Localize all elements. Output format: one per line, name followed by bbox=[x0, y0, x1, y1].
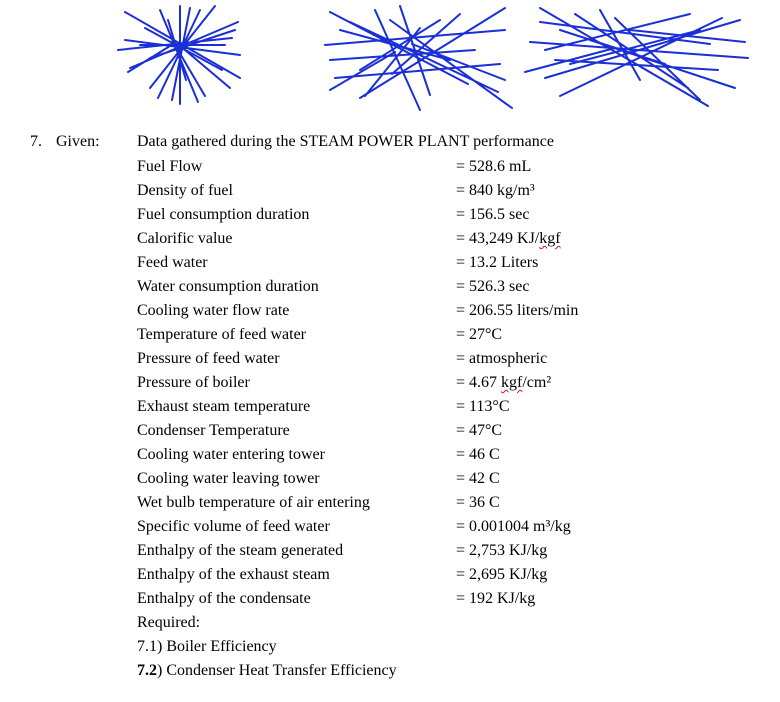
data-label: Cooling water flow rate bbox=[137, 302, 290, 319]
data-value: = 113°C bbox=[456, 398, 510, 415]
spellcheck-underline: kgf bbox=[539, 230, 561, 247]
data-label: Fuel consumption duration bbox=[137, 206, 310, 223]
data-value: = 0.001004 m³/kg bbox=[456, 518, 571, 535]
spellcheck-underline: kgf bbox=[501, 374, 523, 391]
data-row bbox=[137, 205, 737, 229]
data-row bbox=[137, 229, 737, 253]
data-value: = 46 C bbox=[456, 446, 500, 463]
data-label: Enthalpy of the condensate bbox=[137, 590, 311, 607]
data-label: Feed water bbox=[137, 254, 208, 271]
data-row bbox=[137, 469, 737, 493]
question-intro: Data gathered during the STEAM POWER PLANT performance bbox=[137, 133, 554, 150]
data-label: Fuel Flow bbox=[137, 158, 203, 175]
data-row bbox=[137, 517, 737, 541]
data-label: Cooling water leaving tower bbox=[137, 470, 320, 487]
given-label: Given: bbox=[56, 133, 100, 150]
data-label: Pressure of boiler bbox=[137, 374, 250, 391]
data-value: = 2,695 KJ/kg bbox=[456, 566, 548, 583]
data-value: = 13.2 Liters bbox=[456, 254, 539, 271]
given-data-list bbox=[137, 157, 737, 613]
question-number: 7. bbox=[30, 133, 42, 150]
data-value: = 2,753 KJ/kg bbox=[456, 542, 548, 559]
data-row bbox=[137, 373, 737, 397]
data-row bbox=[137, 277, 737, 301]
data-row bbox=[137, 181, 737, 205]
data-label: Condenser Temperature bbox=[137, 422, 290, 439]
data-value: = 43,249 KJ/kgf bbox=[456, 230, 561, 247]
data-row bbox=[137, 253, 737, 277]
data-value: = 526.3 sec bbox=[456, 278, 530, 295]
data-label: Enthalpy of the steam generated bbox=[137, 542, 344, 559]
data-row bbox=[137, 325, 737, 349]
data-label: Exhaust steam temperature bbox=[137, 398, 311, 415]
data-label: Water consumption duration bbox=[137, 278, 319, 295]
data-value: = atmospheric bbox=[456, 350, 548, 367]
required-item-condenser-efficiency: 7.2) Condenser Heat Transfer Efficiency bbox=[137, 662, 397, 679]
data-value: = 36 C bbox=[456, 494, 500, 511]
data-label: Cooling water entering tower bbox=[137, 446, 325, 463]
data-value: = 528.6 mL bbox=[456, 158, 532, 175]
data-row bbox=[137, 493, 737, 517]
required-section bbox=[137, 611, 397, 683]
data-value: = 206.55 liters/min bbox=[456, 302, 579, 319]
data-label: Temperature of feed water bbox=[137, 326, 306, 343]
data-label: Density of fuel bbox=[137, 182, 233, 199]
data-value: = 47°C bbox=[456, 422, 503, 439]
data-label: Pressure of feed water bbox=[137, 350, 280, 367]
data-row bbox=[137, 565, 737, 589]
data-value: = 840 kg/m³ bbox=[456, 182, 535, 199]
data-row bbox=[137, 301, 737, 325]
data-row bbox=[137, 541, 737, 565]
data-value: = 42 C bbox=[456, 470, 500, 487]
data-row bbox=[137, 421, 737, 445]
data-label: Calorific value bbox=[137, 230, 233, 247]
required-heading: Required: bbox=[137, 614, 201, 631]
data-row bbox=[137, 157, 737, 181]
data-label: Enthalpy of the exhaust steam bbox=[137, 566, 330, 583]
data-value: = 192 KJ/kg bbox=[456, 590, 536, 607]
data-label: Wet bulb temperature of air entering bbox=[137, 494, 370, 511]
data-label: Specific volume of feed water bbox=[137, 518, 330, 535]
data-row bbox=[137, 445, 737, 469]
data-row bbox=[137, 349, 737, 373]
required-item-boiler-efficiency: 7.1) Boiler Efficiency bbox=[137, 638, 277, 655]
data-value: = 27°C bbox=[456, 326, 503, 343]
data-value: = 156.5 sec bbox=[456, 206, 530, 223]
data-row bbox=[137, 589, 737, 613]
data-row bbox=[137, 397, 737, 421]
data-value: = 4.67 kgf/cm² bbox=[456, 374, 552, 391]
